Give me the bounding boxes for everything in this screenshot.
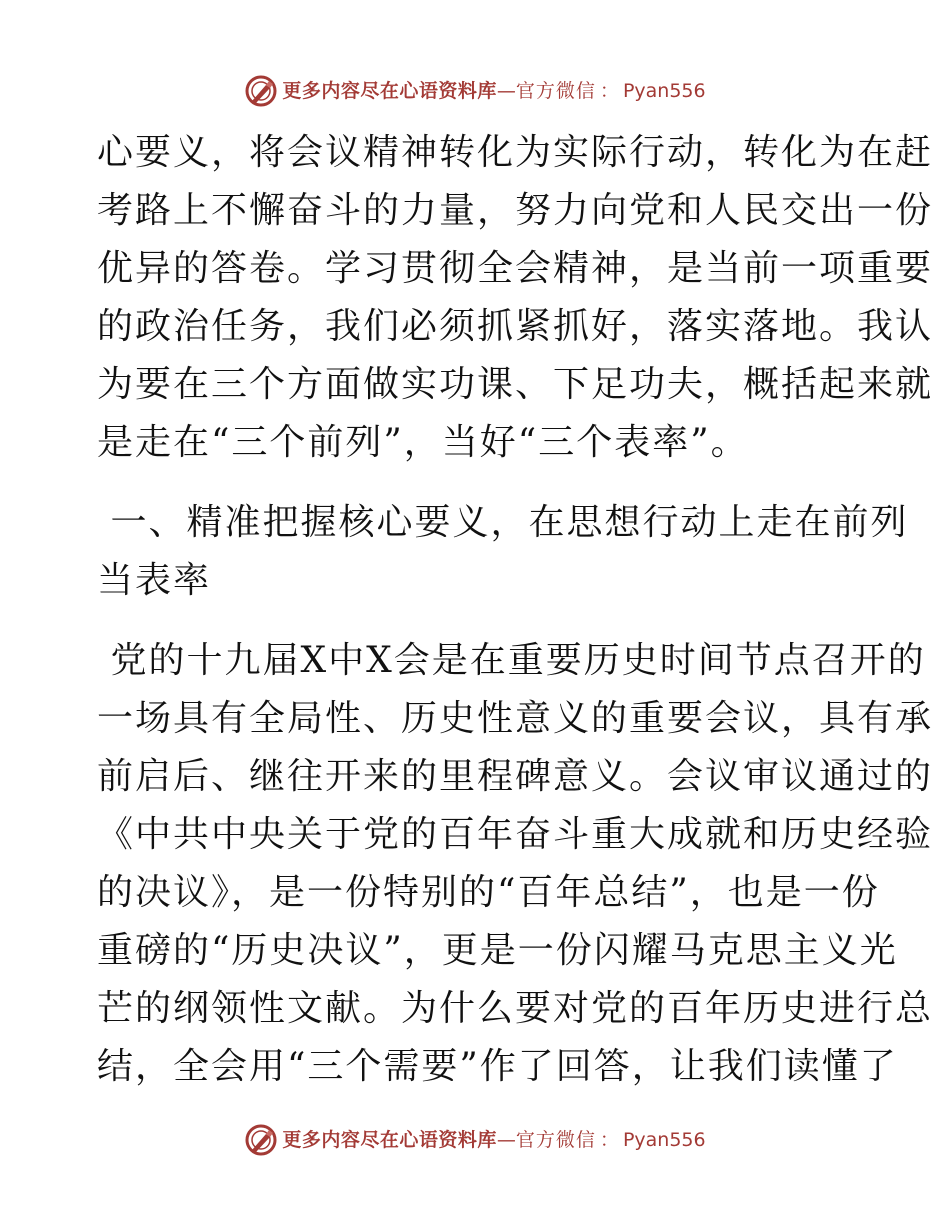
heading-line: 一、精准把握核心要义，在思想行动上走在前列 <box>97 502 909 543</box>
paragraph-line: 是走在“三个前列”，当好“三个表率”。 <box>97 422 749 463</box>
official-label: 官方微信 <box>515 79 596 102</box>
header-banner <box>0 71 950 111</box>
paragraph-line: 为要在三个方面做实功课、下足功夫，概括起来就 <box>97 364 934 405</box>
official-label: 官方微信 <box>515 1128 596 1151</box>
paragraph-2 <box>97 632 934 1096</box>
footer-banner <box>0 1120 950 1160</box>
paragraph-line: 结，全会用“三个需要”作了回答，让我们读懂了 <box>97 1046 898 1087</box>
paragraph-line: 重磅的“历史决议”，更是一份闪耀马克思主义光 <box>97 930 898 971</box>
paragraph-line: 芒的纲领性文献。为什么要对党的百年历史进行总 <box>97 988 934 1029</box>
paragraph-line: 考路上不懈奋斗的力量，努力向党和人民交出一份 <box>97 190 934 231</box>
paragraph-line: 一场具有全局性、历史性意义的重要会议，具有承 <box>97 698 934 739</box>
paragraph-line: 《中共中央关于党的百年奋斗重大成就和历史经验 <box>97 814 934 855</box>
pen-logo-icon <box>244 74 278 108</box>
site-name: 更多内容尽在心语资料库 <box>282 79 497 102</box>
wechat-id: Pyan556 <box>622 1128 706 1151</box>
banner-dash: — <box>496 79 516 102</box>
section-heading <box>97 494 909 610</box>
banner-colon: ： <box>599 1128 619 1151</box>
banner-dash: — <box>496 1128 516 1151</box>
paragraph-line: 的政治任务，我们必须抓紧抓好，落实落地。我认 <box>97 306 934 347</box>
paragraph-line: 前启后、继往开来的里程碑意义。会议审议通过的 <box>97 756 934 797</box>
site-name: 更多内容尽在心语资料库 <box>282 1128 497 1151</box>
paragraph-line: 党的十九届X中X会是在重要历史时间节点召开的 <box>97 640 926 681</box>
paragraph-line: 的决议》，是一份特别的“百年总结”，也是一份 <box>97 872 880 913</box>
wechat-id: Pyan556 <box>622 79 706 102</box>
pen-logo-icon <box>244 1123 278 1157</box>
document-body <box>97 124 934 1096</box>
paragraph-line: 优异的答卷。学习贯彻全会精神，是当前一项重要 <box>97 248 934 289</box>
paragraph-1 <box>97 124 934 472</box>
paragraph-line: 心要义，将会议精神转化为实际行动，转化为在赶 <box>97 132 934 173</box>
banner-colon: ： <box>599 79 619 102</box>
heading-line: 当表率 <box>97 560 212 601</box>
